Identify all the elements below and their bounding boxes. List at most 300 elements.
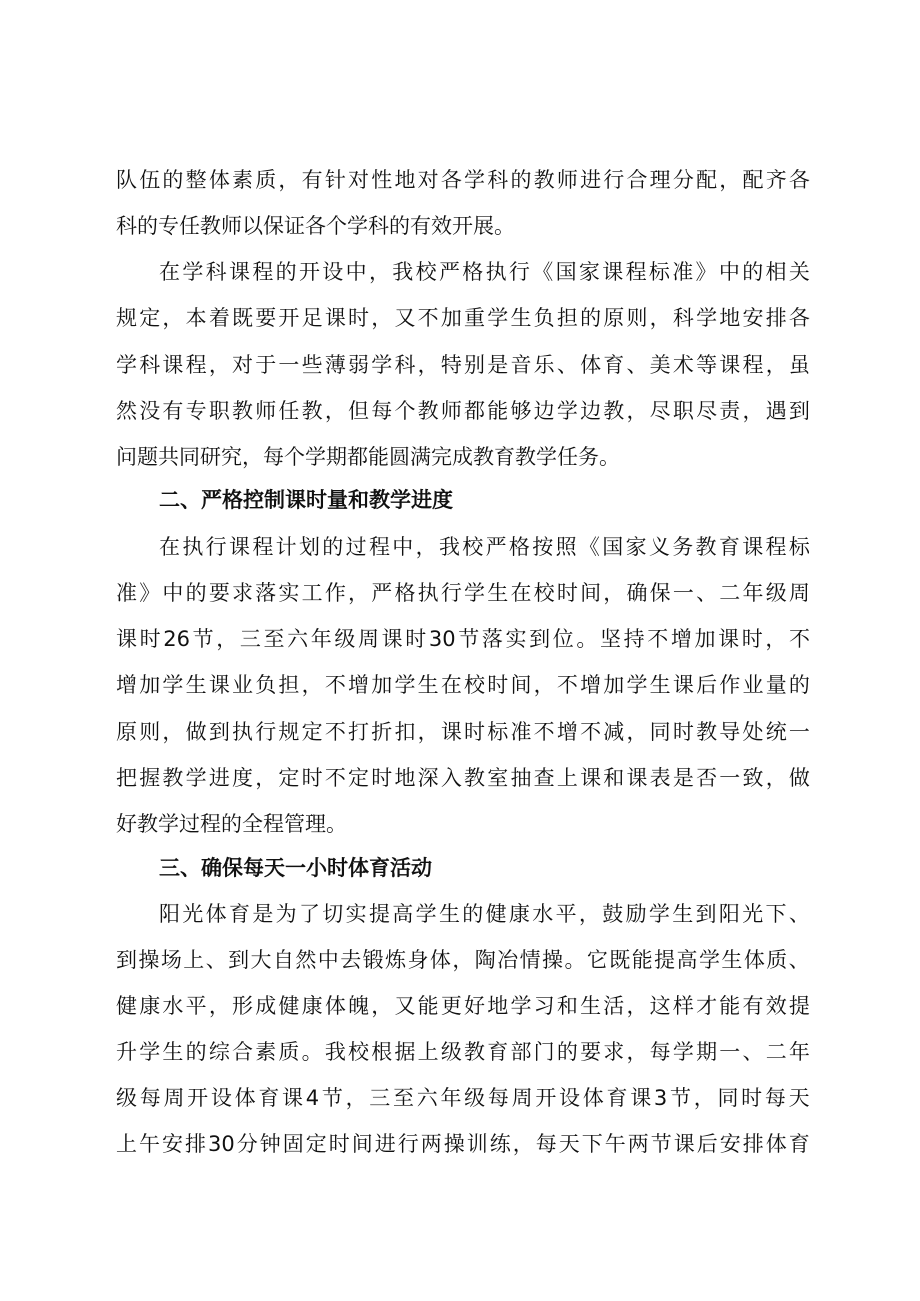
text-glyph: 提 — [788, 994, 810, 1018]
text-glyph: 时 — [371, 766, 393, 790]
text-glyph: 深 — [417, 766, 439, 790]
text-glyph: 地 — [719, 306, 741, 330]
text-glyph: 每 — [764, 1086, 786, 1110]
text-glyph: 减 — [603, 720, 625, 744]
paragraph-4-line-4 — [116, 1036, 810, 1068]
text-glyph: 求 — [232, 581, 254, 605]
text-glyph: 年 — [310, 627, 332, 651]
text-glyph: 质 — [278, 1040, 300, 1064]
text-glyph: 学 — [162, 673, 184, 697]
text-glyph: 的 — [510, 168, 532, 192]
text-glyph: 教 — [232, 399, 254, 423]
text-glyph: 两 — [420, 1132, 442, 1156]
text-glyph: 不 — [417, 306, 439, 330]
text-glyph: 平 — [555, 902, 577, 926]
text-glyph: 学 — [556, 399, 578, 423]
text-glyph: 周 — [163, 1086, 185, 1110]
text-glyph: 同 — [649, 720, 671, 744]
text-glyph: 扣 — [394, 720, 416, 744]
text-glyph: 生 — [649, 673, 671, 697]
text-glyph: 各 — [788, 168, 810, 192]
text-glyph: 素 — [255, 1040, 277, 1064]
text-glyph: 育 — [788, 1132, 810, 1156]
text-glyph: ， — [626, 720, 648, 744]
text-glyph: 我 — [324, 1040, 346, 1064]
text-glyph: ， — [162, 306, 184, 330]
text-glyph: 效 — [765, 994, 787, 1018]
text-glyph: 级 — [440, 1040, 462, 1064]
text-glyph: 增 — [670, 627, 692, 651]
text-glyph: 26 — [163, 627, 190, 651]
text-glyph: 增 — [348, 673, 370, 697]
text-glyph: 级 — [334, 627, 356, 651]
text-glyph: 提 — [368, 902, 390, 926]
paragraph-2-line-4 — [116, 395, 810, 427]
text-glyph: 课 — [626, 766, 648, 790]
text-glyph: 部 — [510, 1040, 532, 1064]
text-glyph: 伍 — [139, 168, 161, 192]
text-glyph: 康 — [301, 994, 323, 1018]
text-glyph: 严 — [485, 535, 507, 559]
text-glyph: 育 — [487, 1040, 509, 1064]
text-glyph: 行 — [255, 720, 277, 744]
text-glyph: 去 — [340, 948, 362, 972]
text-glyph: 操 — [138, 948, 160, 972]
text-glyph: 教 — [533, 168, 555, 192]
text-glyph: 生 — [417, 673, 439, 697]
text-glyph: 准 — [510, 720, 532, 744]
paragraph-3-line-3 — [116, 623, 810, 655]
text-glyph: 后 — [696, 1132, 718, 1156]
paragraph-3-line-5 — [116, 716, 810, 748]
text-glyph: 格 — [394, 581, 416, 605]
text-glyph: ， — [417, 353, 439, 377]
text-glyph: 学 — [371, 353, 393, 377]
text-glyph: 负 — [255, 673, 277, 697]
text-glyph: 每 — [535, 1132, 557, 1156]
text-glyph: 尽 — [696, 399, 718, 423]
text-glyph: 至 — [393, 1086, 414, 1110]
text-glyph: 生 — [580, 994, 602, 1018]
text-glyph: 不 — [324, 720, 346, 744]
text-glyph: 程 — [252, 535, 274, 559]
text-glyph: 能 — [719, 994, 741, 1018]
text-glyph: 学 — [464, 581, 486, 605]
text-glyph: 专 — [185, 399, 207, 423]
text-glyph: 分 — [672, 168, 694, 192]
text-glyph: 些 — [301, 353, 323, 377]
text-glyph: 活 — [603, 994, 625, 1018]
text-glyph: ， — [208, 994, 230, 1018]
text-glyph: 教 — [301, 399, 323, 423]
text-glyph: 生 — [721, 948, 743, 972]
text-glyph: 一 — [788, 720, 810, 744]
text-glyph: 划 — [298, 535, 320, 559]
text-glyph: 设 — [322, 260, 344, 284]
text-glyph: 到 — [695, 902, 717, 926]
text-glyph: 地 — [394, 766, 416, 790]
text-glyph: 4 — [305, 1086, 320, 1110]
text-glyph: ， — [626, 994, 648, 1018]
text-glyph: 励 — [625, 902, 647, 926]
text-glyph: 大 — [250, 948, 272, 972]
paragraph-4-line-6 — [116, 1128, 810, 1160]
text-glyph: 体 — [765, 1132, 787, 1156]
text-glyph: 致 — [742, 766, 764, 790]
text-glyph: 标 — [487, 720, 509, 744]
text-glyph: 级 — [116, 1086, 137, 1110]
text-glyph: 课 — [208, 673, 230, 697]
text-glyph: 高 — [676, 948, 698, 972]
text-glyph: 配 — [742, 168, 764, 192]
text-glyph: 各 — [440, 168, 462, 192]
text-glyph: 担 — [556, 306, 578, 330]
text-glyph: 健 — [116, 994, 137, 1018]
text-glyph: 定 — [301, 720, 323, 744]
paragraph-1-line-2: 科的专任教师以保证各个学科的有效开展。 — [116, 214, 515, 238]
text-glyph: 然 — [116, 399, 137, 423]
text-glyph: 学 — [696, 306, 718, 330]
text-glyph: 午 — [604, 1132, 626, 1156]
text-glyph: 《 — [532, 260, 554, 284]
text-glyph: 要 — [255, 306, 277, 330]
text-glyph: 时 — [741, 1086, 763, 1110]
text-glyph: 中 — [317, 948, 339, 972]
paragraph-2-line-2 — [116, 302, 810, 334]
text-glyph: 重 — [464, 306, 486, 330]
text-glyph: 水 — [162, 994, 184, 1018]
text-glyph: 的 — [742, 260, 764, 284]
text-glyph: 虽 — [788, 353, 810, 377]
text-glyph: 校 — [533, 581, 555, 605]
text-glyph: 课 — [719, 353, 741, 377]
text-glyph: 。 — [301, 1040, 323, 1064]
text-glyph: 整 — [185, 168, 207, 192]
text-glyph: 育 — [258, 1086, 280, 1110]
text-glyph: 三 — [369, 1086, 391, 1110]
text-glyph: 是 — [252, 902, 274, 926]
text-glyph: 午 — [139, 1132, 160, 1156]
text-glyph: 校 — [348, 1040, 370, 1064]
text-glyph: 》 — [695, 260, 717, 284]
text-glyph: 程 — [252, 260, 274, 284]
text-glyph: 程 — [185, 353, 207, 377]
text-glyph: 、 — [788, 948, 810, 972]
text-glyph: ， — [765, 766, 787, 790]
text-glyph: 、 — [205, 948, 227, 972]
text-glyph: 成 — [255, 994, 277, 1018]
text-glyph: 《 — [578, 535, 600, 559]
text-glyph: ， — [603, 581, 625, 605]
text-glyph: 节 — [650, 1132, 672, 1156]
text-glyph: 程 — [368, 535, 390, 559]
text-glyph: 六 — [416, 1086, 438, 1110]
text-glyph: 增 — [116, 673, 137, 697]
text-glyph: 教 — [696, 720, 718, 744]
text-glyph: 边 — [580, 399, 602, 423]
text-glyph: 据 — [394, 1040, 416, 1064]
text-glyph: 的 — [322, 535, 344, 559]
text-glyph: 持 — [623, 627, 645, 651]
text-glyph: 一 — [719, 766, 741, 790]
text-glyph: 握 — [139, 766, 161, 790]
text-glyph: 有 — [301, 168, 323, 192]
text-glyph: 排 — [742, 1132, 764, 1156]
text-glyph: 做 — [788, 766, 810, 790]
text-glyph: 地 — [394, 168, 416, 192]
text-glyph: 科 — [139, 353, 161, 377]
text-glyph: 。 — [564, 948, 586, 972]
text-glyph: 弱 — [348, 353, 370, 377]
text-glyph: 二 — [765, 1040, 787, 1064]
text-glyph: 特 — [440, 353, 462, 377]
paragraph-3-line-1 — [159, 531, 810, 563]
text-glyph: 则 — [139, 720, 161, 744]
text-glyph: 安 — [719, 1132, 741, 1156]
text-glyph: 实 — [345, 902, 367, 926]
text-glyph: 本 — [185, 306, 207, 330]
text-glyph: 质 — [766, 948, 788, 972]
paragraph-4-line-2 — [116, 944, 810, 976]
text-glyph: 乐 — [533, 353, 555, 377]
text-glyph: 确 — [626, 581, 648, 605]
text-glyph: 程 — [765, 535, 787, 559]
text-glyph: 原 — [116, 720, 137, 744]
text-glyph: 下 — [765, 902, 787, 926]
text-glyph: 情 — [519, 948, 541, 972]
text-glyph: 下 — [581, 1132, 603, 1156]
text-glyph: 开 — [187, 1086, 209, 1110]
text-glyph: 务 — [672, 535, 694, 559]
text-glyph: 处 — [742, 720, 764, 744]
text-glyph: 不 — [556, 673, 578, 697]
text-glyph: 按 — [532, 535, 554, 559]
text-glyph: 落 — [481, 627, 503, 651]
text-glyph: 、 — [696, 581, 718, 605]
text-glyph: 每 — [139, 1086, 161, 1110]
text-glyph: 魄 — [348, 994, 370, 1018]
text-glyph: 配 — [696, 168, 718, 192]
text-glyph: 理 — [649, 168, 671, 192]
text-glyph: 它 — [586, 948, 608, 972]
text-glyph: 课 — [742, 535, 764, 559]
text-glyph: 定 — [139, 306, 161, 330]
section-heading-3: 三、确保每天一小时体育活动 — [159, 856, 432, 880]
text-glyph: 保 — [649, 581, 671, 605]
text-glyph: 地 — [487, 994, 509, 1018]
text-glyph: 对 — [348, 168, 370, 192]
text-glyph: 一 — [719, 1040, 741, 1064]
text-glyph: 规 — [116, 306, 137, 330]
text-glyph: 家 — [625, 535, 647, 559]
text-glyph: 严 — [371, 581, 393, 605]
text-glyph: 样 — [672, 994, 694, 1018]
text-glyph: 时 — [139, 627, 161, 651]
text-glyph: 有 — [742, 994, 764, 1018]
text-glyph: 同 — [717, 1086, 739, 1110]
text-glyph: 节 — [321, 1086, 343, 1110]
text-glyph: 周 — [357, 627, 379, 651]
text-glyph: 既 — [609, 948, 631, 972]
text-glyph: ， — [417, 720, 439, 744]
text-glyph: 和 — [603, 766, 625, 790]
text-glyph: 加 — [371, 673, 393, 697]
text-glyph: 准 — [116, 581, 137, 605]
text-glyph: 增 — [556, 720, 578, 744]
text-glyph: ， — [719, 168, 741, 192]
text-glyph: 阳 — [718, 902, 740, 926]
text-glyph: 要 — [208, 581, 230, 605]
text-glyph: 的 — [788, 673, 810, 697]
text-glyph: 教 — [162, 766, 184, 790]
text-glyph: 我 — [392, 260, 414, 284]
text-glyph: ， — [452, 948, 474, 972]
text-glyph: 科 — [394, 353, 416, 377]
text-glyph: 高 — [392, 902, 414, 926]
text-glyph: 课 — [162, 353, 184, 377]
text-glyph: 育 — [718, 535, 740, 559]
text-glyph: 国 — [555, 260, 577, 284]
text-glyph: 体 — [743, 948, 765, 972]
text-glyph: 开 — [278, 306, 300, 330]
text-glyph: 上 — [556, 766, 578, 790]
text-glyph: 定 — [305, 1132, 327, 1156]
text-glyph: 定 — [278, 766, 300, 790]
text-glyph: 着 — [208, 306, 230, 330]
text-glyph: 体 — [324, 994, 346, 1018]
text-glyph: ， — [278, 168, 300, 192]
paragraph-2-line-1 — [159, 256, 810, 288]
text-glyph: 不 — [324, 766, 346, 790]
text-glyph: 义 — [648, 535, 670, 559]
text-glyph: 在 — [159, 260, 180, 284]
text-glyph: 的 — [162, 168, 184, 192]
text-glyph: 操 — [542, 948, 564, 972]
text-glyph: 教 — [464, 1040, 486, 1064]
text-glyph: 执 — [417, 581, 439, 605]
text-glyph: 表 — [649, 766, 671, 790]
text-glyph: 一 — [278, 353, 300, 377]
text-glyph: 家 — [578, 260, 600, 284]
text-glyph: 每 — [371, 399, 393, 423]
text-glyph: 原 — [603, 306, 625, 330]
text-glyph: 周 — [511, 1086, 533, 1110]
text-glyph: 作 — [719, 673, 741, 697]
text-glyph: 进 — [208, 766, 230, 790]
text-glyph: 科 — [487, 168, 509, 192]
text-glyph: 加 — [603, 673, 625, 697]
text-glyph: 学 — [139, 1040, 161, 1064]
text-glyph: 每 — [487, 1086, 509, 1110]
text-glyph: 体 — [580, 353, 602, 377]
text-glyph: 升 — [116, 1040, 137, 1064]
text-glyph: 实 — [505, 627, 527, 651]
text-glyph: 节 — [670, 1086, 691, 1110]
text-glyph: 担 — [278, 673, 300, 697]
text-glyph: 执 — [182, 535, 204, 559]
text-glyph: 术 — [672, 353, 694, 377]
text-glyph: 科 — [672, 306, 694, 330]
text-glyph: 时 — [464, 720, 486, 744]
text-glyph: 对 — [232, 353, 254, 377]
text-glyph: 课 — [116, 627, 137, 651]
text-glyph: 三 — [239, 627, 261, 651]
text-glyph: 不 — [580, 720, 602, 744]
paragraph-2-line-3 — [116, 349, 810, 381]
text-glyph: 责 — [719, 399, 741, 423]
text-glyph: 年 — [742, 581, 764, 605]
text-glyph: 然 — [295, 948, 317, 972]
text-glyph: 中 — [345, 260, 367, 284]
text-glyph: 于 — [255, 353, 277, 377]
text-glyph: 课 — [440, 720, 462, 744]
text-glyph: 好 — [464, 994, 486, 1018]
text-glyph: 个 — [394, 399, 416, 423]
text-glyph: 生 — [438, 902, 460, 926]
text-glyph: 但 — [348, 399, 370, 423]
text-glyph: 规 — [278, 720, 300, 744]
paragraph-4-line-3 — [116, 990, 810, 1022]
text-glyph: 生 — [487, 581, 509, 605]
text-glyph: 至 — [263, 627, 285, 651]
text-glyph: 能 — [417, 994, 439, 1018]
text-glyph: ， — [578, 902, 600, 926]
text-glyph: 把 — [116, 766, 137, 790]
text-glyph: 程 — [625, 260, 647, 284]
text-glyph: 教 — [695, 535, 717, 559]
paragraph-2-line-5: 问题共同研究，每个学期都能圆满完成教育教学任务。 — [116, 445, 620, 469]
text-glyph: 体 — [582, 1086, 604, 1110]
text-glyph: 任 — [278, 399, 300, 423]
text-glyph: ， — [512, 1132, 534, 1156]
text-glyph: 相 — [765, 260, 787, 284]
text-glyph: 课 — [228, 260, 250, 284]
text-glyph: 做 — [185, 720, 207, 744]
text-glyph: 学 — [182, 260, 204, 284]
text-glyph: 进 — [580, 168, 602, 192]
text-glyph: 学 — [672, 1040, 694, 1064]
text-glyph: 折 — [371, 720, 393, 744]
text-glyph: 年 — [788, 1040, 810, 1064]
text-glyph: 课 — [324, 306, 346, 330]
text-glyph: 训 — [466, 1132, 488, 1156]
text-glyph: 课 — [673, 1132, 695, 1156]
text-glyph: 落 — [255, 581, 277, 605]
text-glyph: 队 — [116, 168, 137, 192]
text-glyph: 室 — [487, 766, 509, 790]
text-glyph: 康 — [508, 902, 530, 926]
text-glyph: 习 — [533, 994, 555, 1018]
text-glyph: 行 — [397, 1132, 419, 1156]
text-glyph: 时 — [487, 673, 509, 697]
text-glyph: 尽 — [649, 399, 671, 423]
text-glyph: 等 — [696, 353, 718, 377]
text-glyph: 中 — [718, 260, 740, 284]
text-glyph: 的 — [556, 1040, 578, 1064]
text-glyph: 又 — [394, 994, 416, 1018]
text-glyph: 学 — [116, 353, 137, 377]
text-glyph: 上 — [417, 1040, 439, 1064]
text-glyph: 学 — [626, 673, 648, 697]
text-glyph: 既 — [232, 306, 254, 330]
text-glyph: 合 — [626, 168, 648, 192]
text-glyph: 针 — [324, 168, 346, 192]
text-glyph: 对 — [417, 168, 439, 192]
text-glyph: 定 — [348, 766, 370, 790]
text-glyph: 作 — [324, 581, 346, 605]
text-glyph: ， — [649, 306, 671, 330]
text-glyph: 排 — [185, 1132, 206, 1156]
